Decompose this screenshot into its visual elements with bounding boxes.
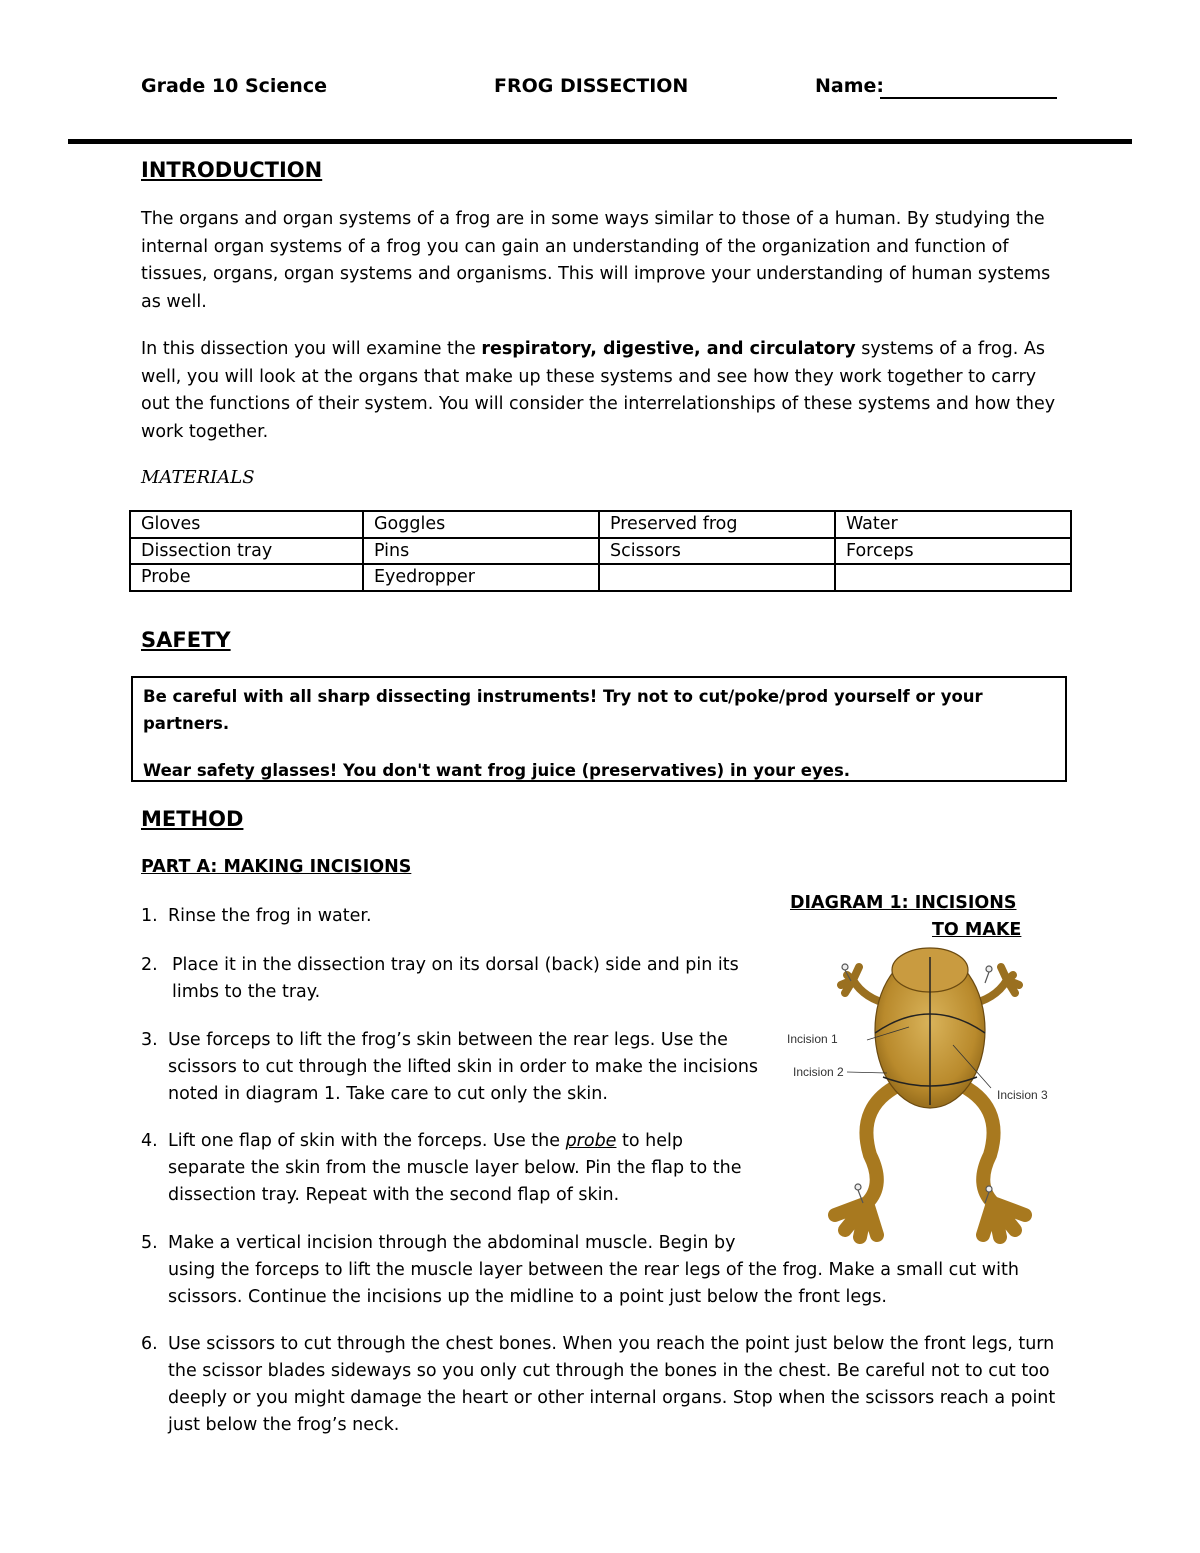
- course-title: Grade 10 Science: [141, 75, 327, 97]
- safety-warning-2: Wear safety glasses! You don't want frog juice (preservatives) in your eyes.: [143, 761, 851, 780]
- list-item: [141, 903, 761, 930]
- step-number: 1.: [141, 906, 158, 926]
- incision-label-2: Incision 2: [793, 1065, 844, 1079]
- table-cell: Scissors: [599, 538, 835, 565]
- list-item: [141, 1128, 761, 1209]
- step-text: Make a vertical incision through the abdominal muscle. Begin by using the forceps to lift the muscle layer between the rear legs of the frog. Make a small cut with scissors. Continue the incisions up the midline to a point just below the front legs.: [168, 1233, 1019, 1307]
- frog-diagram: [775, 945, 1085, 1245]
- name-label: Name:: [815, 75, 885, 97]
- header-divider: [68, 139, 1132, 144]
- incision-label-1: Incision 1: [787, 1032, 838, 1046]
- table-cell: Pins: [363, 538, 599, 565]
- table-cell: Goggles: [363, 511, 599, 538]
- table-cell: Preserved frog: [599, 511, 835, 538]
- table-cell: Probe: [130, 564, 363, 591]
- document-title: FROG DISSECTION: [494, 75, 689, 97]
- step-text: Use forceps to lift the frog’s skin between the rear legs. Use the scissors to cut through the lifted skin in order to make the incisions noted in diagram 1. Take care to cut only the skin.: [168, 1030, 759, 1104]
- intro-paragraph-2: In this dissection you will examine the respiratory, digestive, and circulatory systems of a frog. As well, you will look at the organs that make up these systems and see how they work together to carry out the functions of their system. You will consider the interrelationships of these systems and how they work together.: [141, 339, 1056, 442]
- incision-label-3: Incision 3: [997, 1088, 1048, 1102]
- table-cell: Gloves: [130, 511, 363, 538]
- step-text: Place it in the dissection tray on its dorsal (back) side and pin its limbs to the tray.: [172, 955, 739, 1002]
- table-cell: Water: [835, 511, 1071, 538]
- step-text: Use scissors to cut through the chest bones. When you reach the point just below the front legs, turn the scissor blades sideways so you only cut through the bones in the chest. Be careful not to cut too deeply or you might damage the heart or other internal organs. Stop when the scissors reach a point just below the frog’s neck.: [168, 1334, 1056, 1435]
- diagram-title-2: TO MAKE: [932, 920, 1022, 940]
- list-item: [141, 952, 758, 1006]
- table-row: [130, 564, 1071, 591]
- safety-heading: SAFETY: [141, 628, 231, 652]
- step-number: 5.: [141, 1233, 158, 1253]
- intro-paragraph-1: The organs and organ systems of a frog are in some ways similar to those of a human. By studying the internal organ systems of a frog you can gain an understanding of the organization and function of tissues, organs, organ systems and organisms. This will improve your understanding of human systems as well.: [141, 209, 1051, 312]
- materials-label: MATERIALS: [141, 467, 255, 488]
- table-cell: Forceps: [835, 538, 1071, 565]
- step-text: Lift one flap of skin with the forceps. Use the probe to help separate the skin from the muscle layer below. Pin the flap to the dissection tray. Repeat with the second flap of skin.: [168, 1131, 742, 1205]
- safety-warning-1: Be careful with all sharp dissecting instruments! Try not to cut/poke/prod yourself or your partners.: [143, 687, 983, 733]
- part-a-heading: PART A: MAKING INCISIONS: [141, 857, 412, 877]
- safety-box: [131, 676, 1067, 782]
- method-heading: METHOD: [141, 807, 244, 831]
- diagram-title: DIAGRAM 1: INCISIONS: [790, 893, 1017, 913]
- introduction-heading: INTRODUCTION: [141, 158, 323, 182]
- step-number: 6.: [141, 1334, 158, 1354]
- list-item: [141, 1027, 761, 1108]
- table-cell: Dissection tray: [130, 538, 363, 565]
- probe-term: probe: [565, 1131, 617, 1151]
- step-number: 2.: [141, 955, 158, 975]
- table-row: [130, 511, 1071, 538]
- step-text: Rinse the frog in water.: [168, 906, 372, 926]
- table-cell: [835, 564, 1071, 591]
- list-item: [141, 1331, 1061, 1439]
- step-number: 3.: [141, 1030, 158, 1050]
- materials-table: [129, 510, 1072, 592]
- step-number: 4.: [141, 1131, 158, 1151]
- table-row: [130, 538, 1071, 565]
- list-item: [141, 1230, 1061, 1311]
- name-blank-line: [880, 97, 1057, 99]
- systems-emphasis: respiratory, digestive, and circulatory: [481, 339, 856, 359]
- label-leader: [847, 1072, 887, 1073]
- table-cell: [599, 564, 835, 591]
- table-cell: Eyedropper: [363, 564, 599, 591]
